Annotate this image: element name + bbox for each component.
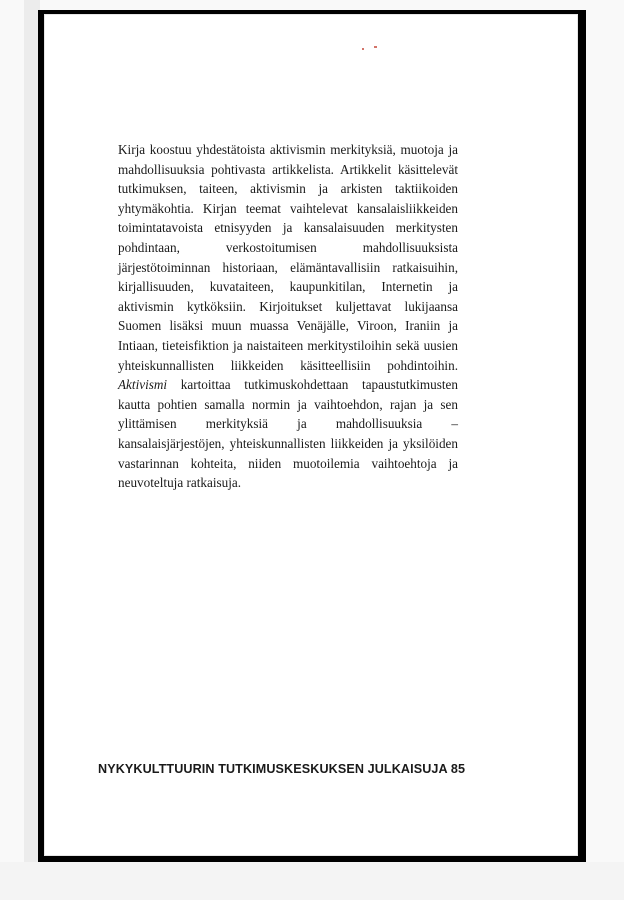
print-speck — [374, 46, 377, 48]
series-title: NYKYKULTTUURIN TUTKIMUSKESKUKSEN JULKAISUJA 85 — [98, 762, 466, 776]
scan-bottom-margin — [0, 862, 624, 900]
blurb-text-part2: kartoittaa tutkimuskohdettaan tapaustutkimusten kautta pohtien samalla normin ja vaihtoehdon, rajan ja sen ylittämisen merkityksiä ja mahdollisuuksia – kansalaisjärjestöjen, yhteiskunnallisten liikkeiden ja yksilöiden vastarinnan kohteita, niiden muotoilemia vaihtoehtoja ja neuvoteltuja ratkaisuja. — [118, 377, 459, 491]
blurb-text-part1: Kirja koostuu yhdestätoista aktivismin merkityksiä, muotoja ja mahdollisuuksia pohtivasta artikkelista. Artikkelit käsittelevät tutkimuksen, taiteen, aktivismin ja arkisten taktiikoiden yhtymäkohtia. Kirjan teemat vaihtelevat kansalaisliikkeiden toimintatavoista etnisyyden ja kansalaisuuden merkitysten pohdintaan, verkostoitumisen mahdollisuuksista järjestötoiminnan historiaan, elämäntavallisiin ratkaisuihin, kirjallisuuden, kuvataiteen, kaupunkitilan, Internetin ja aktivismin kytköksiin. Kirjoitukset kuljettavat lukijaansa Suomen lisäksi muun muassa Venäjälle, Viroon, Iraniin ja Intiaan, tieteisfiktion ja naistaiteen merkitystiloihin sekä uusien yhteiskunnallisten liikkeiden käsitteellisiin pohdintoihin. — [118, 142, 458, 373]
print-speck — [362, 48, 364, 50]
blurb-title-reference: Aktivismi — [118, 377, 168, 393]
back-cover-blurb — [118, 140, 458, 493]
